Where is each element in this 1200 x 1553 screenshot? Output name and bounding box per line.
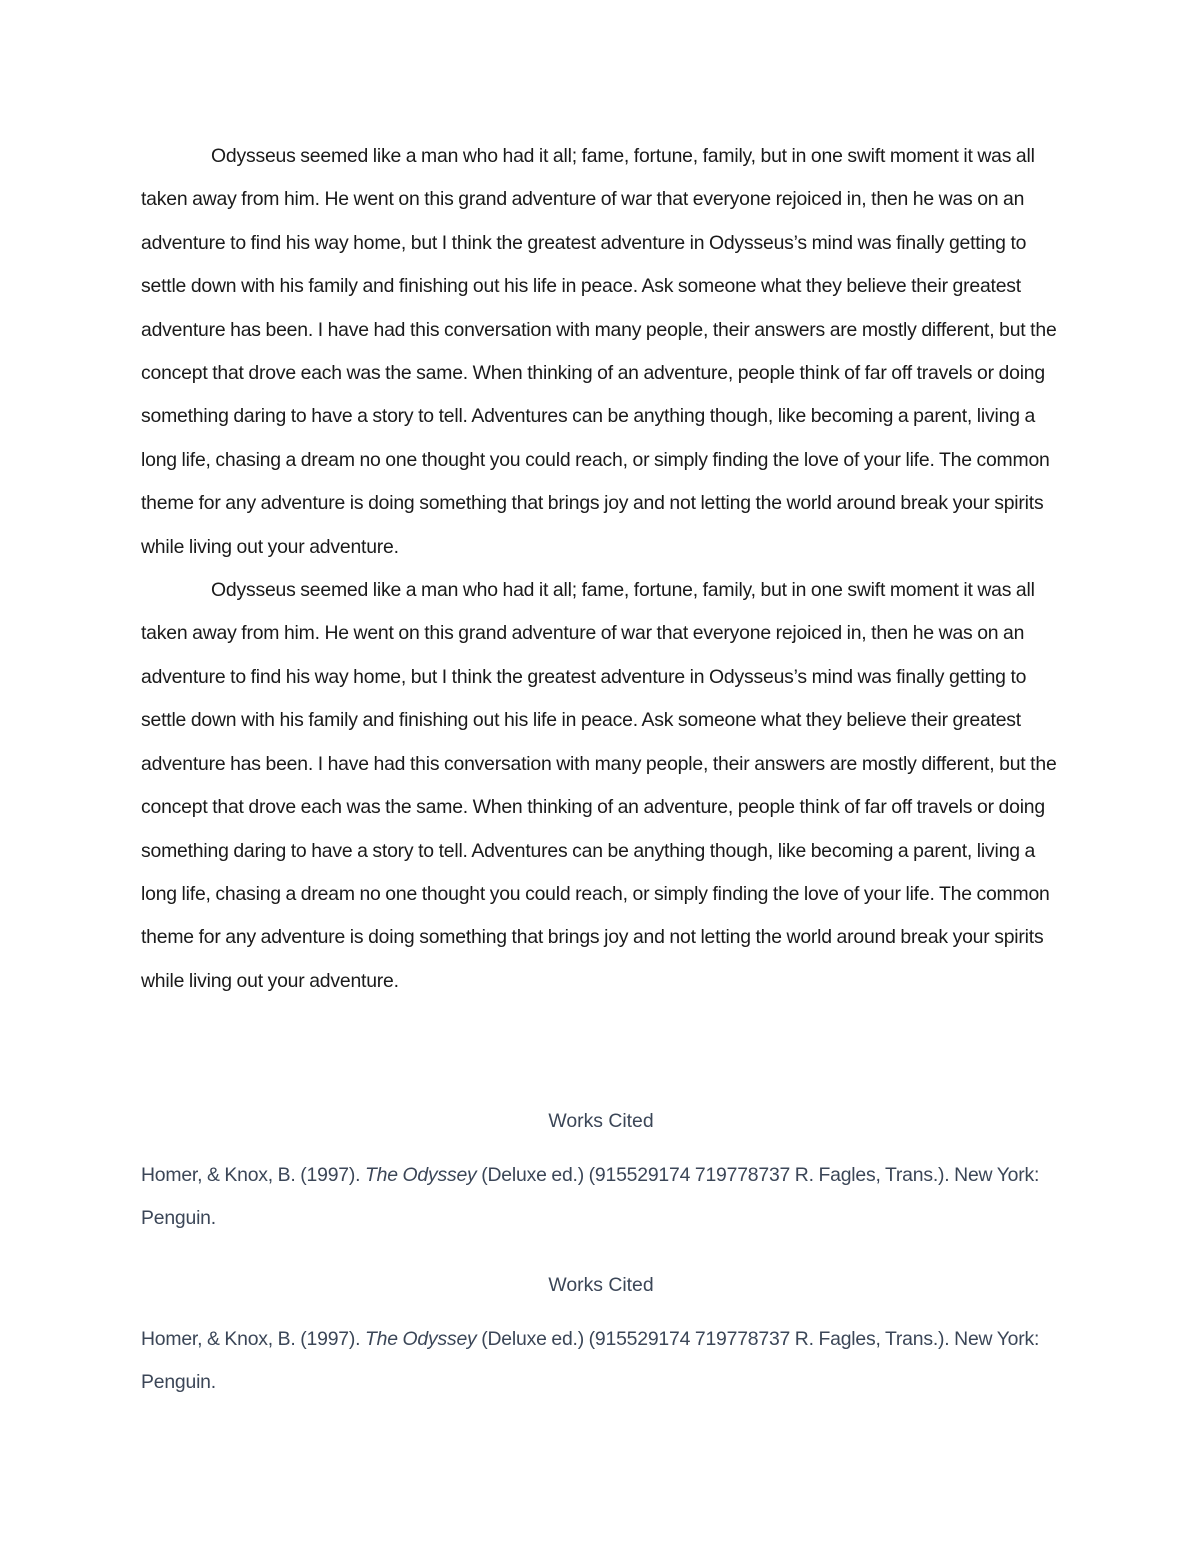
- works-cited-heading: Works Cited: [548, 1274, 654, 1296]
- citation-entry: [141, 1318, 1061, 1405]
- citation-authors: Homer, & Knox, B. (1997).: [141, 1328, 366, 1350]
- works-cited-section: [141, 1107, 1061, 1241]
- essay-body: [141, 135, 1061, 1003]
- essay-paragraph: Odysseus seemed like a man who had it all; fame, fortune, family, but in one swift moment it was all taken away from him. He went on this grand adventure of war that everyone rejoiced in, then he was on an adventure to find his way home, but I think the greatest adventure in Odysseus’s mind was finally getting to settle down with his family and finishing out his life in peace. Ask someone what they believe their greatest adventure has been. I have had this conversation with many people, their answers are mostly different, but the concept that drove each was the same. When thinking of an adventure, people think of far off travels or doing something daring to have a story to tell. Adventures can be anything though, like becoming a parent, living a long life, chasing a dream no one thought you could reach, or simply finding the love of your life. The common theme for any adventure is doing something that brings joy and not letting the world around break your spirits while living out your adventure.: [141, 579, 1057, 992]
- citation-book-title: The Odyssey: [365, 1328, 477, 1350]
- citation-details: (Deluxe ed.) (915529174 719778737 R. Fagles, Trans.). New York: Penguin.: [141, 1328, 1040, 1394]
- works-cited-section: [141, 1271, 1061, 1405]
- essay-paragraph: Odysseus seemed like a man who had it all; fame, fortune, family, but in one swift moment it was all taken away from him. He went on this grand adventure of war that everyone rejoiced in, then he was on an adventure to find his way home, but I think the greatest adventure in Odysseus’s mind was finally getting to settle down with his family and finishing out his life in peace. Ask someone what they believe their greatest adventure has been. I have had this conversation with many people, their answers are mostly different, but the concept that drove each was the same. When thinking of an adventure, people think of far off travels or doing something daring to have a story to tell. Adventures can be anything though, like becoming a parent, living a long life, chasing a dream no one thought you could reach, or simply finding the love of your life. The common theme for any adventure is doing something that brings joy and not letting the world around break your spirits while living out your adventure.: [141, 145, 1057, 558]
- works-cited-heading: Works Cited: [548, 1110, 654, 1132]
- citation-entry: [141, 1154, 1061, 1241]
- citation-authors: Homer, & Knox, B. (1997).: [141, 1164, 366, 1186]
- citation-details: (Deluxe ed.) (915529174 719778737 R. Fagles, Trans.). New York: Penguin.: [141, 1164, 1040, 1230]
- citation-book-title: The Odyssey: [365, 1164, 477, 1186]
